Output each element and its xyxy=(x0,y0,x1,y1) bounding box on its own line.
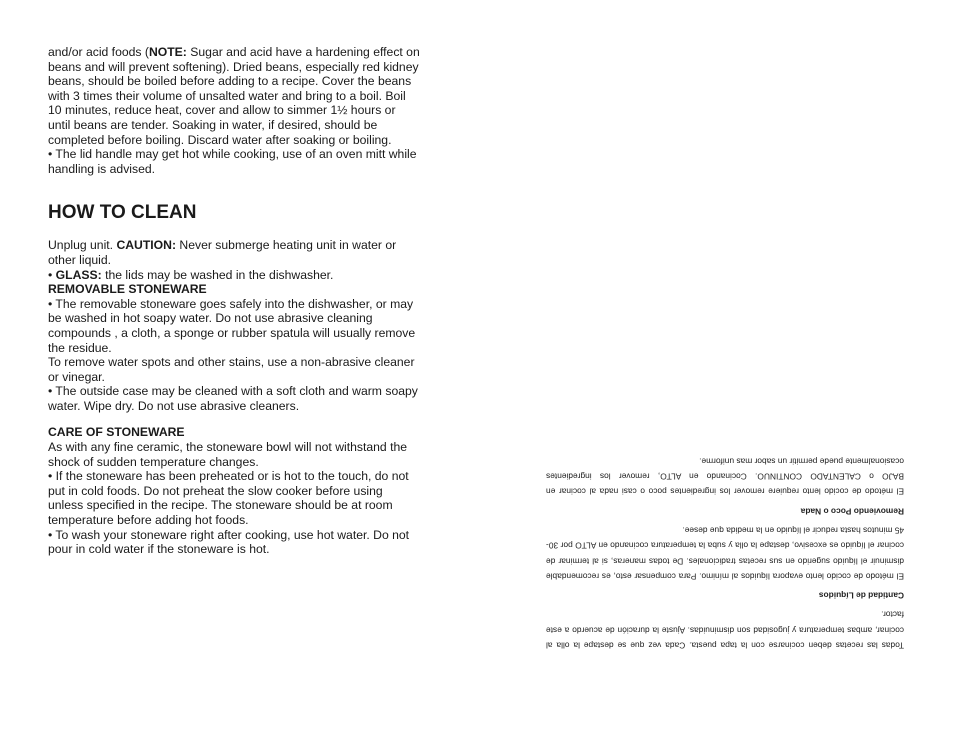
care-paragraph: As with any fine ceramic, the stoneware bowl will not withstand the shock of sudden temperature changes. xyxy=(48,440,408,469)
glass-bullet xyxy=(48,268,420,283)
stirring-heading: Removiendo Poco o Nada xyxy=(800,506,904,517)
liquid-paragraph: El método de cocido lento evapora líquidos al mínimo. Para compensar esto, es recomendable disminuir el líquido sugerido en sus recetas tradicionales. De todas maneras, si al terminar de cocinar el líquido es excesivo, destape la olla y suba la temperatura cocinando en ALTO por 30-45 minutos hasta reducir el líquido en la medida que desee. xyxy=(546,525,904,582)
lid-cooking-paragraph: Todas las recetas deben cocinarse con la tapa puesta. Cada vez que se destape la olla al cocinar, ambas temperatura y jugosidad son disminuidas. Ajuste la duración de acuerdo a este factor. xyxy=(546,609,904,651)
left-page xyxy=(48,45,420,557)
beans-paragraph xyxy=(48,45,420,147)
how-to-clean-heading: HOW TO CLEAN xyxy=(48,202,197,224)
unplug-paragraph xyxy=(48,238,420,267)
wash-bullet: • To wash your stoneware right after cooking, use hot water. Do not pour in cold water if the stoneware is hot. xyxy=(48,527,410,557)
outside-case-bullet: • The outside case may be cleaned with a soft cloth and warm soapy water. Wipe dry. Do not use abrasive cleaners. xyxy=(48,384,418,413)
caution-label: CAUTION: xyxy=(116,238,177,253)
water-spots-paragraph: To remove water spots and other stains, use a non-abrasive cleaner or vinegar. xyxy=(48,355,415,384)
liquid-amount-heading: Cantidad de Líquidos xyxy=(818,590,904,601)
spacer xyxy=(48,413,420,425)
removable-heading-text: REMOVABLE STONEWARE xyxy=(48,282,207,297)
glass-text: the lids may be washed in the dishwasher. xyxy=(101,267,334,282)
care-of-stoneware-heading xyxy=(48,425,420,440)
preheated-bullet: • If the stoneware has been preheated or is hot to the touch, do not put in cold foods. Do not preheat the slow cooker before using unless specified in the recipe. The stoneware should be at room temperature before adding hot foods. xyxy=(48,469,409,528)
unplug-text: Unplug unit. xyxy=(48,238,117,253)
lid-handle-bullet: • The lid handle may get hot while cooking, use of an oven mitt while handling is advised. xyxy=(48,147,417,176)
stirring-paragraph: El método de cocido lento requiere remover los ingredientes poco o casi nada al cocinar en BAJO o CALENTADO CONTINUO. Cocinando en ALTO, remover los ingredientes ocasionalmente puede permitir un sabor mas uniforme. xyxy=(546,456,904,497)
submerge-text: Never submerge heating unit in water or other liquid. xyxy=(48,238,397,267)
intro-text: and/or acid foods ( xyxy=(48,45,149,59)
removable-bullet: • The removable stoneware goes safely into the dishwasher, or may be washed in hot soapy water. Do not use abrasive cleaning compounds , a cloth, a sponge or rubber spatula will usually remove the residue. xyxy=(48,296,416,355)
glass-label: GLASS: xyxy=(55,267,102,282)
right-page-upside-down xyxy=(546,453,904,653)
beans-text: Sugar and acid have a hardening effect on beans and will prevent softening). Dried beans, especially red kidney beans, should be boiled before adding to a recipe. Cover the beans with 3 times their volume of unsalted water and bring to a boil. Boil 10 minutes, reduce heat, cover and allow to simmer 1½ hours or until beans are tender. Soaking in water, if desired, should be completed before boiling. Discard water after soaking or boiling. xyxy=(48,45,420,147)
note-label: NOTE: xyxy=(148,45,187,59)
removable-stoneware-heading xyxy=(48,282,420,297)
care-heading-text: CARE OF STONEWARE xyxy=(48,425,185,440)
bullet-mark: • xyxy=(48,267,56,282)
